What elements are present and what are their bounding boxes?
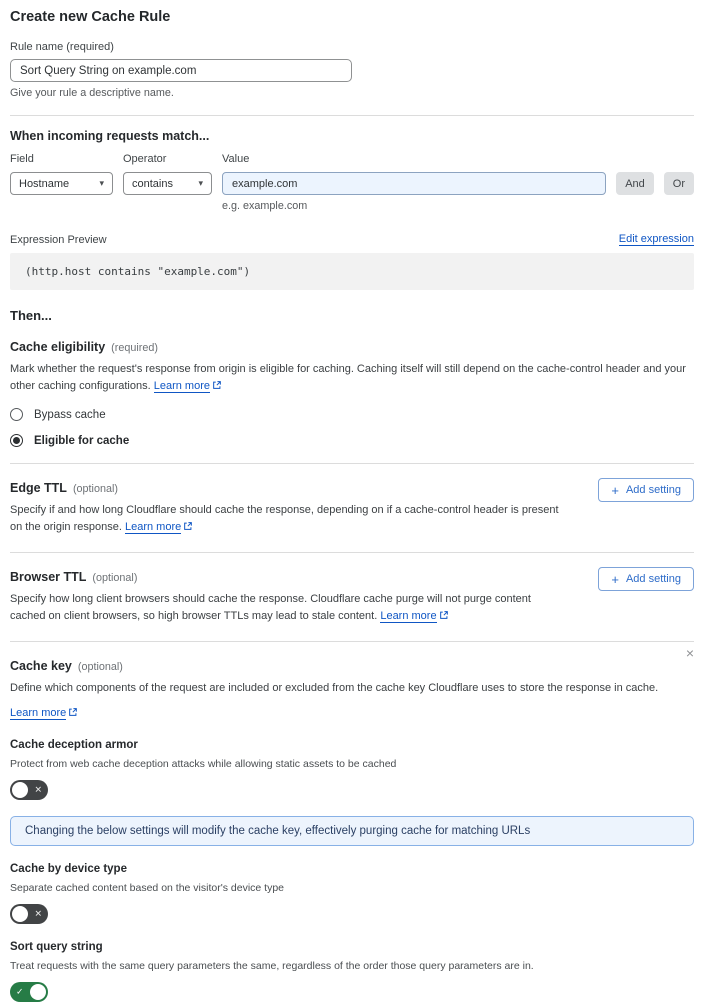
radio-eligible-for-cache-label: Eligible for cache	[34, 434, 130, 447]
expression-code: (http.host contains "example.com")	[10, 253, 694, 290]
plus-icon: +	[611, 571, 619, 587]
close-icon[interactable]: ×	[685, 645, 694, 661]
optional-badge: (optional)	[92, 572, 138, 584]
browser-ttl-text	[10, 553, 555, 625]
cache-by-device-type-title: Cache by device type	[10, 862, 127, 875]
browser-ttl-title-row	[10, 570, 555, 584]
toggle-knob	[12, 906, 28, 922]
sort-query-string-description: Treat requests with the same query parameters the same, regardless of the order those query parameters are in.	[10, 959, 534, 972]
external-link-icon	[212, 379, 222, 396]
expression-preview-row	[10, 233, 694, 246]
optional-badge: (optional)	[77, 661, 123, 673]
then-heading: Then...	[10, 308, 52, 323]
chevron-down-icon: ▾	[99, 178, 104, 188]
operator-select[interactable]	[123, 172, 212, 195]
rule-name-helper: Give your rule a descriptive name.	[10, 87, 174, 99]
toggle-knob	[12, 782, 28, 798]
edge-ttl-title-row	[10, 481, 565, 495]
operator-label: Operator	[123, 153, 167, 165]
cache-eligibility-title: Cache eligibility	[10, 340, 106, 354]
toggle-on-check-icon: ✓	[16, 986, 24, 996]
rule-name-input[interactable]	[10, 59, 352, 82]
toggle-knob	[30, 984, 46, 1000]
add-setting-label: Add setting	[625, 484, 681, 496]
cache-key-title-group	[10, 659, 123, 673]
add-setting-label: Add setting	[625, 573, 681, 585]
field-column	[10, 153, 113, 195]
match-heading: When incoming requests match...	[10, 129, 210, 143]
radio-bypass-cache[interactable]	[10, 408, 694, 421]
browser-ttl-learn-more-link[interactable]: Learn more	[380, 609, 437, 622]
cache-by-device-type-toggle[interactable]	[10, 904, 48, 924]
edge-ttl-text	[10, 464, 565, 536]
toggle-off-x-icon: ✕	[34, 908, 42, 918]
cache-deception-armor-title: Cache deception armor	[10, 738, 138, 751]
cache-eligibility-description	[10, 361, 694, 395]
rule-name-label: Rule name (required)	[10, 41, 114, 53]
external-link-icon	[68, 704, 78, 722]
browser-ttl-title: Browser TTL	[10, 570, 87, 584]
radio-eligible-for-cache[interactable]	[10, 434, 694, 447]
field-select[interactable]	[10, 172, 113, 195]
cache-key-learn-more-line	[10, 703, 694, 722]
field-label: Field	[10, 153, 34, 165]
edge-ttl-description-text: Specify if and how long Cloudflare should cache the response, depending on if a cache-control header is present on the origin response.	[10, 504, 559, 533]
required-badge: (required)	[111, 342, 158, 354]
edit-expression-link[interactable]: Edit expression	[618, 233, 694, 245]
expression-preview-label: Expression Preview	[10, 233, 107, 246]
divider	[10, 115, 694, 116]
cache-eligibility-learn-more-link[interactable]: Learn more	[153, 379, 210, 392]
value-helper: e.g. example.com	[222, 200, 308, 212]
edge-ttl-section	[10, 464, 694, 536]
cache-by-device-type-description: Separate cached content based on the visitor's device type	[10, 881, 285, 894]
value-label: Value	[222, 153, 250, 165]
or-button[interactable]: Or	[664, 172, 694, 195]
field-select-value: Hostname	[19, 177, 70, 190]
cache-eligibility-description-text: Mark whether the request's response from origin is eligible for caching. Caching itself will still depend on the cache-control header and your other caching configurations.	[10, 363, 686, 392]
browser-ttl-description	[10, 591, 555, 625]
operator-column	[123, 153, 212, 195]
cache-key-title: Cache key	[10, 659, 72, 673]
cache-eligibility-title-row	[10, 340, 694, 354]
value-column	[222, 153, 606, 195]
radio-icon	[10, 408, 23, 421]
cache-key-description: Define which components of the request are included or excluded from the cache key Cloudflare uses to store the response in cache.	[10, 682, 659, 694]
value-input[interactable]	[222, 172, 606, 195]
radio-bypass-cache-label: Bypass cache	[34, 408, 106, 421]
chevron-down-icon: ▾	[198, 178, 203, 188]
operator-select-value: contains	[132, 177, 173, 190]
cache-key-title-row	[10, 642, 694, 673]
and-button[interactable]: And	[616, 172, 654, 195]
edge-ttl-learn-more-link[interactable]: Learn more	[124, 520, 182, 533]
edge-ttl-description	[10, 502, 565, 536]
cache-eligibility-options	[10, 408, 694, 447]
external-link-icon	[439, 609, 449, 626]
cache-key-warning-banner: Changing the below settings will modify the cache key, effectively purging cache for matching URLs	[10, 816, 694, 846]
plus-icon: +	[611, 482, 619, 498]
page-title: Create new Cache Rule	[10, 9, 171, 25]
match-builder-row	[10, 153, 694, 195]
edge-ttl-title: Edge TTL	[10, 481, 67, 495]
radio-selected-icon	[10, 434, 23, 447]
cache-deception-armor-description: Protect from web cache deception attacks while allowing static assets to be cached	[10, 757, 397, 770]
sort-query-string-title: Sort query string	[10, 940, 103, 953]
toggle-off-x-icon: ✕	[34, 784, 42, 794]
optional-badge: (optional)	[72, 483, 118, 495]
browser-ttl-section	[10, 553, 694, 625]
cache-deception-armor-toggle[interactable]	[10, 780, 48, 800]
cache-key-learn-more-link[interactable]: Learn more	[10, 706, 67, 719]
external-link-icon	[183, 520, 193, 537]
browser-ttl-description-text: Specify how long client browsers should cache the response. Cloudflare cache purge will not purge content cached on client browsers, so high browser TTLs may lead to stale content.	[10, 593, 531, 622]
edge-ttl-add-setting-button[interactable]	[598, 478, 694, 502]
browser-ttl-add-setting-button[interactable]	[598, 567, 694, 591]
sort-query-string-toggle[interactable]	[10, 982, 48, 1002]
cache-key-section	[10, 642, 694, 1002]
